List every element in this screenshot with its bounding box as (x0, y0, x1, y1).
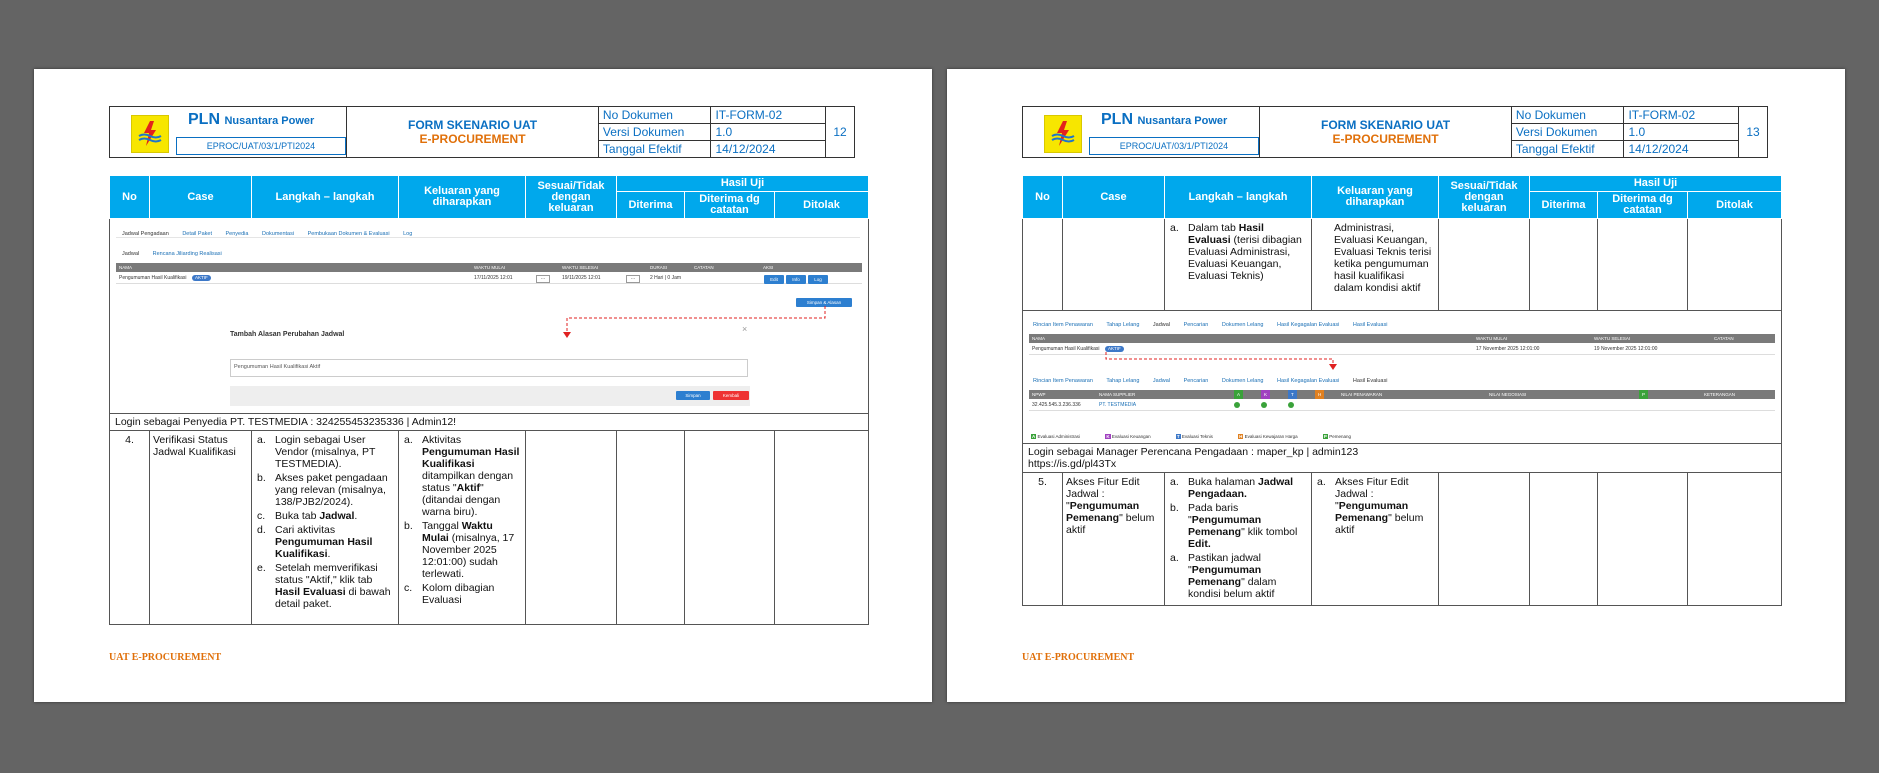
row-diterima (617, 431, 685, 625)
doc-ref-box: EPROC/UAT/03/1/PTI2024 (1089, 137, 1259, 155)
annotation-arrow-icon (560, 304, 830, 339)
row-outputs (399, 431, 526, 625)
document-page-12 (34, 69, 932, 702)
step-item: a. Pastikan jadwal "Pengumuman Pemenang" dalam kondisi belum aktif (1170, 552, 1277, 600)
evaluation-legend: A Evaluasi Administrasi K Evaluasi Keuangan T Evaluasi Teknis H Evaluasi Kewajaran Harga P Pemenang (1032, 434, 1351, 439)
document-header (1022, 106, 1768, 158)
kembali-button[interactable]: Kembali (713, 391, 749, 400)
brand-title: PLN Nusantara Power (188, 111, 315, 128)
row-ditolak (1688, 473, 1782, 606)
reason-textarea[interactable]: Pengumuman Hasil Kualifikasi Aktif (230, 359, 748, 377)
step-item: c. Buka tab Jadwal. (257, 510, 358, 522)
logo-cell (1023, 107, 1260, 158)
row-outputs (1312, 473, 1439, 606)
tab-rincian[interactable]: Rincian Item Penawaran (1033, 322, 1093, 328)
tanggal-value: 14/12/2024 (711, 141, 826, 158)
logo-cell (110, 107, 347, 158)
row-case: Akses Fitur Edit Jadwal : "Pengumuman Pemenang" belum aktif (1063, 473, 1165, 606)
status-badge: AKTIF (1105, 346, 1124, 352)
step-item: b. Akses paket pengadaan yang relevan (misalnya, 138/PJB2/2024). (257, 472, 388, 508)
step-item: e. Setelah memverifikasi status "Aktif," klik tab Hasil Evaluasi di bawah detail paket. (257, 562, 391, 610)
simpan-alasan-button[interactable]: Simpan & Alasan (796, 298, 852, 307)
simpan-button[interactable]: Simpan (676, 391, 710, 400)
col-ditolak: Ditolak (775, 192, 869, 219)
tab-tahap[interactable]: Tahap Lelang (1106, 322, 1140, 328)
pln-logo-icon (1044, 115, 1082, 153)
edit-button[interactable]: Edit (764, 275, 784, 284)
col-no: No (1023, 176, 1063, 219)
row-ditolak (775, 431, 869, 625)
check-icon (1261, 402, 1267, 408)
log-button[interactable]: Log (808, 275, 828, 284)
form-title: FORM SKENARIO UAT E-PROCUREMENT (1260, 107, 1512, 158)
tanggal-value: 14/12/2024 (1624, 141, 1739, 158)
document-page-13 (947, 69, 1845, 702)
output-item: c. Kolom dibagian Evaluasi (404, 582, 495, 606)
row-case: Verifikasi Status Jadwal Kualifikasi (150, 431, 252, 625)
tab-dokumentasi[interactable]: Dokumentasi (261, 231, 295, 237)
col-langkah: Langkah – langkah (1165, 176, 1312, 219)
col-diterima-catatan: Diterima dg catatan (685, 192, 775, 219)
no-dokumen-value: IT-FORM-02 (711, 107, 826, 124)
row-diterima-catatan (1598, 473, 1688, 606)
form-title: FORM SKENARIO UAT E-PROCUREMENT (347, 107, 599, 158)
page-number: 12 (826, 107, 855, 158)
row-number: 5. (1023, 473, 1063, 606)
row-steps (252, 431, 399, 625)
tanggal-label: Tanggal Efektif (598, 141, 711, 158)
output-item: a. Akses Fitur Edit Jadwal : "Pengumuman Pemenang" belum aktif (1317, 476, 1424, 536)
row-sesuai (526, 431, 617, 625)
step-item: d. Cari aktivitas Pengumuman Hasil Kualifikasi. (257, 524, 373, 560)
no-dokumen-label: No Dokumen (1511, 107, 1624, 124)
tab-dokumen[interactable]: Dokumen Lelang (1221, 322, 1264, 328)
step-item: a. Dalam tab Hasil Evaluasi (terisi dibagian Evaluasi Administrasi, Evaluasi Keuangan, Evaluasi Teknis) (1170, 222, 1302, 282)
step-item: b. Pada baris "Pengumuman Pemenang" klik tombol Edit. (1170, 502, 1298, 550)
schedule-screenshot (110, 219, 868, 413)
modal-title: Tambah Alasan Perubahan Jadwal (230, 331, 345, 338)
short-link[interactable]: https://is.gd/pl43Tx (1028, 458, 1117, 470)
no-dokumen-value: IT-FORM-02 (1624, 107, 1739, 124)
screenshot-cell (110, 219, 869, 414)
continued-output: Administrasi, Evaluasi Keuangan, Evaluasi Teknis terisi ketika pengumuman hasil kualifikasi dalam kondisi aktif (1312, 219, 1439, 311)
col-keluaran: Keluaran yang diharapkan (1312, 176, 1439, 219)
output-item: b. Tanggal Waktu Mulai (misalnya, 17 November 2025 12:01:00) sudah terlewati. (404, 520, 515, 580)
evaluation-screenshot (1023, 311, 1781, 443)
schedule-row: Pengumuman Hasil Kualifikasi AKTIF 17 November 2025 12:01:00 19 November 2025 12:01:00 (1029, 344, 1775, 355)
row-steps (1165, 473, 1312, 606)
date-picker-button[interactable]: … (626, 275, 640, 283)
tab-pembukaan[interactable]: Pembukaan Dokumen & Evaluasi (307, 231, 390, 237)
row-sesuai (1439, 473, 1530, 606)
row-diterima-catatan (685, 431, 775, 625)
supplier-link[interactable]: PT. TESTMEDIA (1099, 402, 1137, 408)
col-ditolak: Ditolak (1688, 192, 1782, 219)
col-no: No (110, 176, 150, 219)
col-sesuai: Sesuai/Tidak dengan keluaran (1439, 176, 1530, 219)
tab-kegagalan[interactable]: Hasil Kegagalan Evaluasi (1277, 322, 1340, 328)
tab-penyedia[interactable]: Penyedia (225, 231, 249, 237)
evaluation-row: 32.425.545.3.236.336 PT. TESTMEDIA (1029, 400, 1775, 411)
evaluation-grid-header: NPWP NAMA SUPPLIER A K T H NILAI PENAWARAN NILAI NEGOSIASI P KETERANGAN (1029, 390, 1775, 399)
subtab-jadwal[interactable]: Jadwal (122, 251, 140, 257)
screenshot-cell (1023, 311, 1782, 444)
date-picker-button[interactable]: … (536, 275, 550, 283)
col-keluaran: Keluaran yang diharapkan (399, 176, 526, 219)
tab-pencarian[interactable]: Pencarian (1183, 322, 1209, 328)
subtab-rencana[interactable]: Rencana Jiliarding Realisasi (152, 251, 222, 257)
continued-step (1165, 219, 1312, 311)
check-icon (1288, 402, 1294, 408)
brand-title: PLN Nusantara Power (1101, 111, 1228, 128)
doc-ref-box: EPROC/UAT/03/1/PTI2024 (176, 137, 346, 155)
page-number: 13 (1739, 107, 1768, 158)
login-info: Login sebagai Manager Perencana Pengadaan : maper_kp | admin123 https://is.gd/pl43Tx (1023, 444, 1782, 473)
scenario-table (1022, 175, 1782, 606)
tab-detail-paket[interactable]: Detail Paket (182, 231, 212, 237)
col-case: Case (150, 176, 252, 219)
versi-value: 1.0 (1624, 124, 1739, 141)
schedule-subtabs (122, 248, 234, 260)
schedule-tabs (122, 228, 424, 240)
col-diterima: Diterima (1530, 192, 1598, 219)
tab-hasil-evaluasi[interactable]: Hasil Evaluasi (1352, 322, 1388, 328)
page-footer: UAT E-PROCUREMENT (109, 652, 222, 663)
step-item: a. Login sebagai User Vendor (misalnya, PT TESTMEDIA). (257, 434, 376, 470)
tab-log[interactable]: Log (403, 231, 413, 237)
status-badge: AKTIF (192, 275, 211, 281)
versi-label: Versi Dokumen (1511, 124, 1624, 141)
tanggal-label: Tanggal Efektif (1511, 141, 1624, 158)
check-icon (1234, 402, 1240, 408)
versi-label: Versi Dokumen (598, 124, 711, 141)
row-number: 4. (110, 431, 150, 625)
scenario-table (109, 175, 869, 625)
info-button[interactable]: Info (786, 275, 806, 284)
login-info: Login sebagai Penyedia PT. TESTMEDIA : 324255453235336 | Admin12! (110, 414, 869, 431)
col-langkah: Langkah – langkah (252, 176, 399, 219)
page-footer: UAT E-PROCUREMENT (1022, 652, 1135, 663)
schedule-row: Pengumuman Hasil Kualifikasi AKTIF 17/11/2025 12:01 … 19/11/2025 12:01 … 2 Hari | 0 Jam (116, 273, 862, 284)
versi-value: 1.0 (711, 124, 826, 141)
tab-jadwal[interactable]: Jadwal (1152, 322, 1171, 328)
schedule-grid-header: NAMA WAKTU MULAI WAKTU SELESAI CATATAN (1029, 334, 1775, 343)
col-diterima: Diterima (617, 192, 685, 219)
document-header (109, 106, 855, 158)
col-hasil-uji: Hasil Uji (617, 176, 869, 192)
col-diterima-catatan: Diterima dg catatan (1598, 192, 1688, 219)
evaluation-tabs-bottom: Rincian Item Penawaran Tahap Lelang Jadwal Pencarian Dokumen Lelang Hasil Kegagalan Evaluasi Hasil Evaluasi (1033, 378, 1388, 384)
no-dokumen-label: No Dokumen (598, 107, 711, 124)
col-case: Case (1063, 176, 1165, 219)
step-item: a. Buka halaman Jadwal Pengadaan. (1170, 476, 1294, 500)
output-item: a. Aktivitas Pengumuman Hasil Kualifikasi ditampilkan dengan status "Aktif" (ditandai dengan warna biru). (404, 434, 520, 518)
col-sesuai: Sesuai/Tidak dengan keluaran (526, 176, 617, 219)
evaluation-tabs-top (1033, 319, 1399, 331)
pln-logo-icon (131, 115, 169, 153)
tab-jadwal-pengadaan[interactable]: Jadwal Pengadaan (122, 231, 169, 237)
col-hasil-uji: Hasil Uji (1530, 176, 1782, 192)
annotation-arrow-icon (1103, 351, 1343, 371)
schedule-grid-header: NAMA WAKTU MULAI WAKTU SELESAI DURASI CATATAN AKSI (116, 263, 862, 272)
row-diterima (1530, 473, 1598, 606)
modal-close-icon[interactable]: × (742, 324, 748, 334)
